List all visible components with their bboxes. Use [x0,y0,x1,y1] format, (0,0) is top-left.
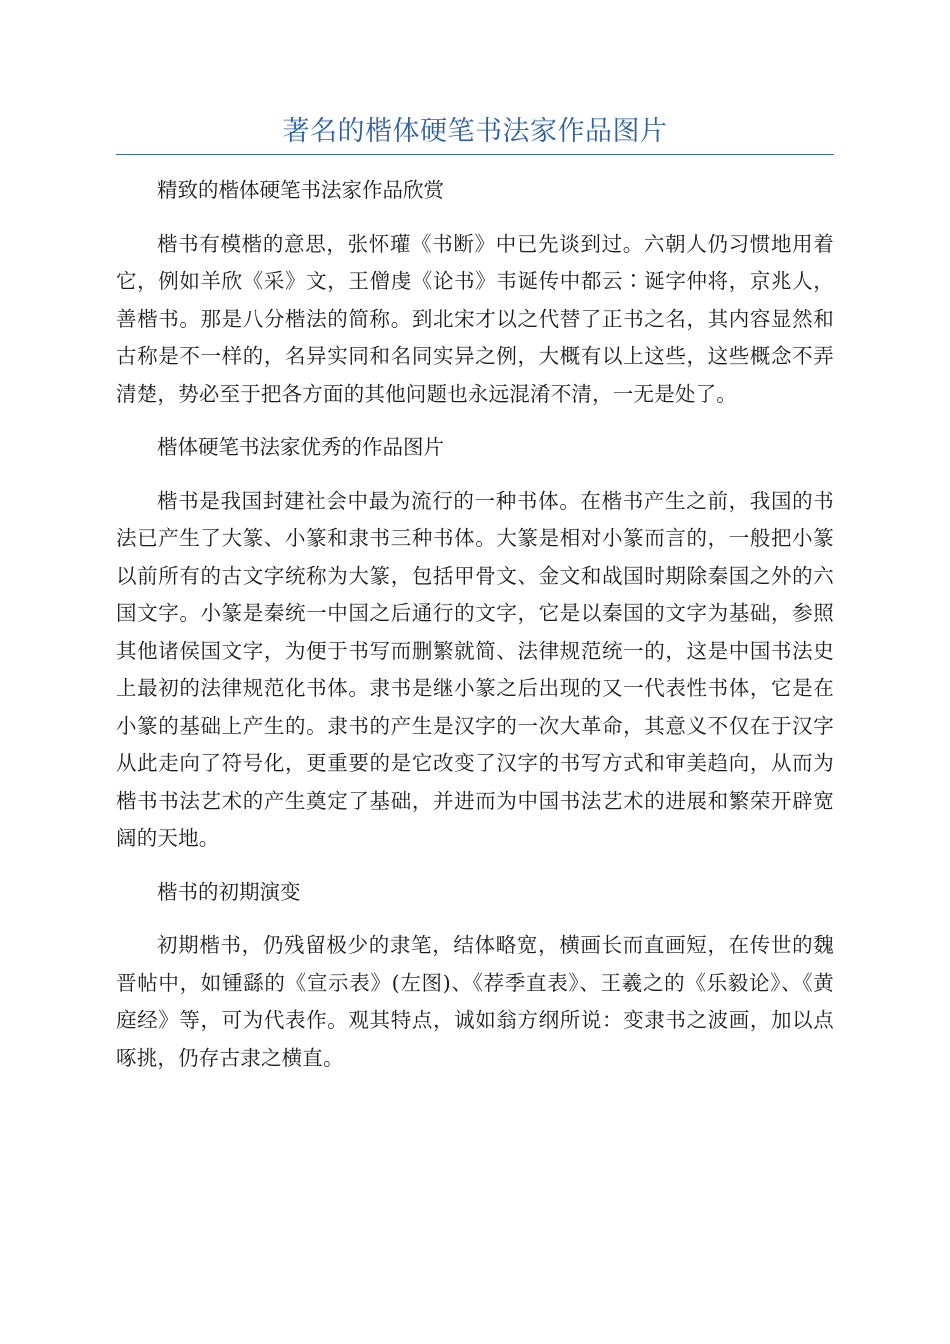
section-heading-3: 楷书的初期演变 [157,879,301,904]
document-title: 著名的楷体硬笔书法家作品图片 [282,116,668,147]
title-underline [116,154,834,155]
paragraph-3: 初期楷书，仍残留极少的隶笔，结体略宽，横画长而直画短，在传世的魏晋帖中，如锺繇的《宣示表》(左图)、《荐季直表》、王羲之的《乐毅论》、《黄庭经》等，可为代表作。观其特点，诚如翁方纲所说：变隶书之波画，加以点啄挑，仍存古隶之横直。 [116,933,834,1070]
paragraph-2: 楷书是我国封建社会中最为流行的一种书体。在楷书产生之前，我国的书法已产生了大篆、小篆和隶书三种书体。大篆是相对小篆而言的，一般把小篆以前所有的古文字统称为大篆，包括甲骨文、金文和战国时期除秦国之外的六国文字。小篆是秦统一中国之后通行的文字，它是以秦国的文字为基础，参照其他诸侯国文字，为便于书写而删繁就简、法律规范统一的，这是中国书法史上最初的法律规范化书体。隶书是继小篆之后出现的又一代表性书体，它是在小篆的基础上产生的。隶书的产生是汉字的一次大革命，其意义不仅在于汉字从此走向了符号化，更重要的是它改变了汉字的书写方式和审美趋向，从而为楷书书法艺术的产生奠定了基础，并进而为中国书法艺术的进展和繁荣开辟宽阔的天地。 [116,488,834,850]
section-heading-1: 精致的楷体硬笔书法家作品欣赏 [157,178,444,202]
section-heading-2: 楷体硬笔书法家优秀的作品图片 [157,435,444,459]
document-body [116,172,834,1093]
paragraph-1: 楷书有模楷的意思，张怀瓘《书断》中已先谈到过。六朝人仍习惯地用着它，例如羊欣《采》文，王僧虔《论书》韦诞传中都云∶诞字仲将，京兆人，善楷书。那是八分楷法的简称。到北宋才以之代替了正书之名，其内容显然和古称是不一样的，名异实同和名同实异之例，大概有以上这些，这些概念不弄清楚，势必至于把各方面的其他问题也永远混淆不清，一无是处了。 [116,231,834,406]
